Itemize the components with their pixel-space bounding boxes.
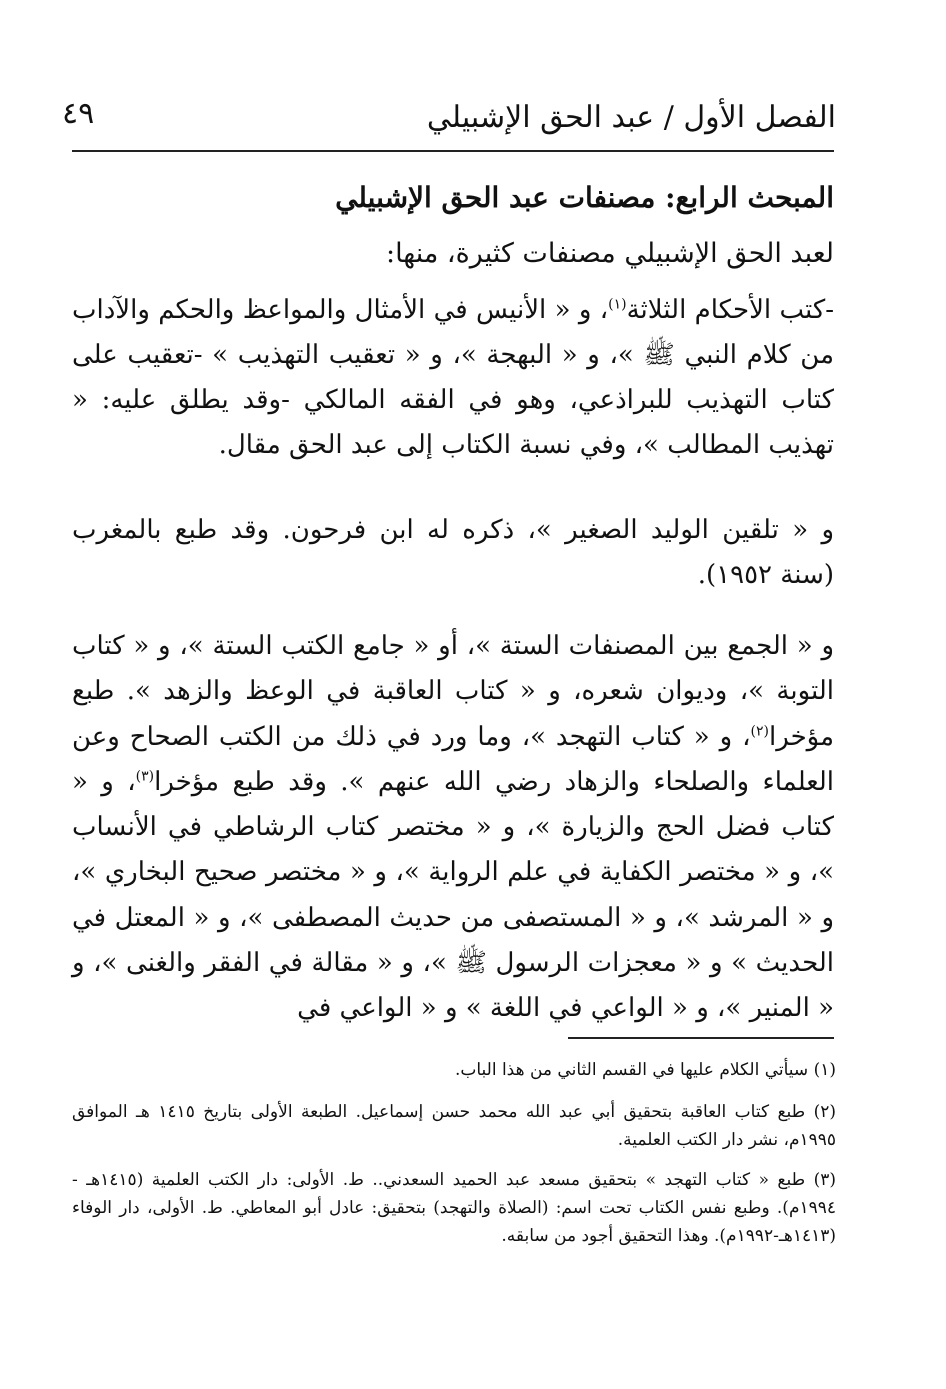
intro-line: لعبد الحق الإشبيلي مصنفات كثيرة، منها: — [385, 238, 834, 269]
footnote-1: (١) سيأتي الكلام عليها في القسم الثاني من هذا الباب. — [454, 1060, 836, 1080]
footnote-ref-1: (١) — [608, 296, 627, 313]
paragraph-1-rest: ، و « الأنيس في الأمثال والمواعظ والحكم والآداب من كلام النبي ﷺ »، و « البهجة »، و « تعقيب التهذيب » -تعقيب على كتاب التهذيب للبراذعي، وهو في الفقه المالكي -وقد يطلق عليه: « تهذيب المطالب »، وفي نسبة الكتاب إلى عبد الحق مقال. — [72, 295, 834, 460]
paragraph-1 — [72, 288, 834, 468]
footnote-divider — [568, 1037, 834, 1039]
paragraph-3-part-2: ، و « كتاب التهجد »، وما ورد في ذلك من الكتب الصحاح وعن العلماء والصلحاء والزهاد رضي الله عنهم ». وقد طبع مؤخرا — [72, 721, 834, 797]
paragraph-1-start: -كتب الأحكام الثلاثة — [626, 295, 834, 325]
header-divider — [72, 150, 834, 152]
running-header-title: الفصل الأول / عبد الحق الإشبيلي — [426, 100, 836, 135]
footnote-2: (٢) طبع كتاب العاقبة بتحقيق أبي عبد الله محمد حسن إسماعيل. الطبعة الأولى بتاريخ ١٤١٥ هـ الموافق ١٩٩٥م، نشر دار الكتب العلمية. — [72, 1102, 837, 1150]
paragraph-3-part-1: و « الجمع بين المصنفات الستة »، أو « جامع الكتب الستة »، و « كتاب التوبة »، وديوان شعره، و « كتاب العاقبة في الوعظ والزهد ». طبع مؤخرا — [72, 631, 834, 752]
footnote-ref-3: (٣) — [135, 768, 155, 785]
footnote-3: (٣) طبع « كتاب التهجد » بتحقيق مسعد عبد الحميد السعدني.. ط. الأولى: دار الكتب العلمية (١٤١٥هـ - ١٩٩٤م). وطبع نفس الكتاب تحت اسم: (الصلاة والتهجد) بتحقيق: عادل أبو المعاطي. ط. الأولى، دار الوفاء (١٤١٣هـ-١٩٩٢م). وهذا التحقيق أجود من سابقه. — [72, 1170, 837, 1246]
section-heading: المبحث الرابع: مصنفات عبد الحق الإشبيلي — [335, 181, 834, 214]
page-number: ٤٩ — [62, 96, 95, 131]
paragraph-2: و « تلقين الوليد الصغير »، ذكره له ابن فرحون. وقد طبع بالمغرب (سنة ١٩٥٢). — [72, 515, 834, 590]
paragraph-3-part-3: ، و « كتاب فضل الحج والزيارة »، و « مختصر كتاب الرشاطي في الأنساب »، و « مختصر الكفاية في علم الرواية »، و « مختصر صحيح البخاري »، و « المرشد »، و « المستصفى من حديث المصطفى »، و « المعتل في الحديث » و « معجزات الرسول ﷺ »، و « مقالة في الفقر والغنى »، و « المنير »، و « الواعي في اللغة » و « الواعي في — [72, 766, 834, 1024]
footnote-ref-2: (٢) — [750, 722, 769, 739]
paragraph-3 — [72, 624, 834, 1032]
